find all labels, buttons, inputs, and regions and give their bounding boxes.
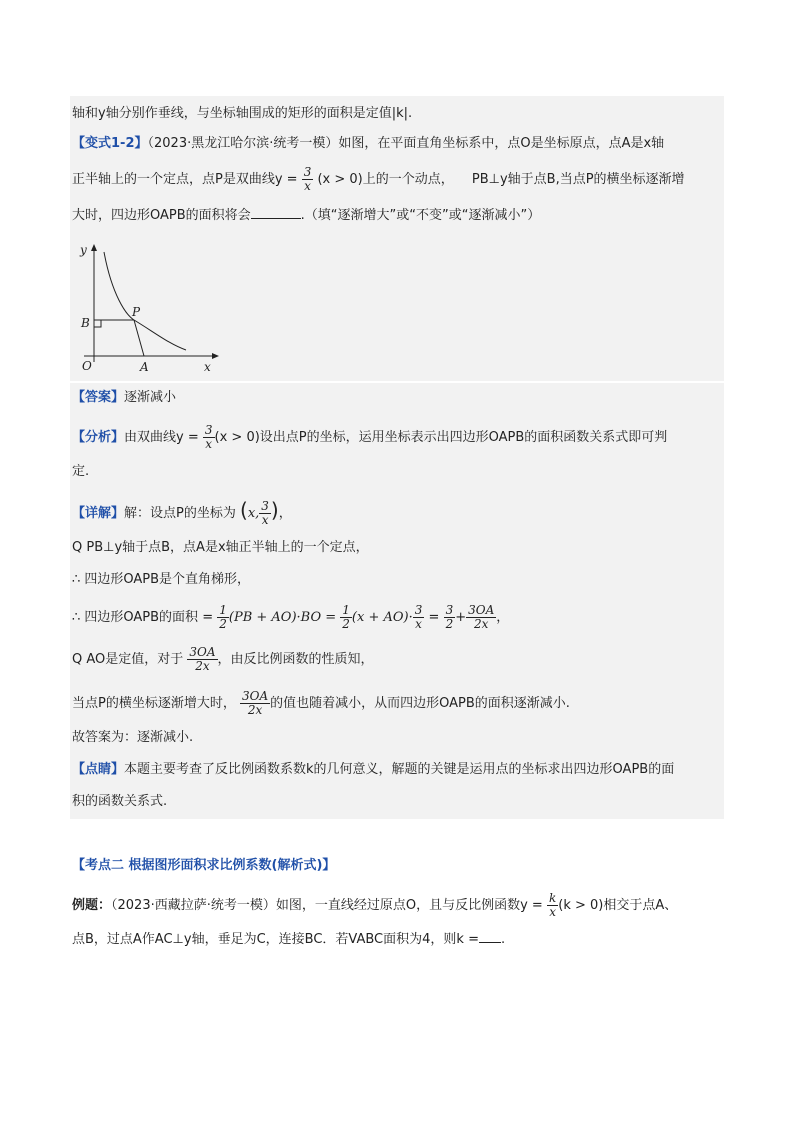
detail-line-6 bbox=[72, 690, 570, 717]
x-axis-arrow bbox=[212, 353, 219, 359]
fraction-denominator: x bbox=[205, 437, 213, 451]
fraction-3oa-2x bbox=[466, 604, 496, 631]
analysis-text-a: 由双曲线y = bbox=[124, 430, 199, 445]
example-tag: 例题： bbox=[72, 898, 112, 913]
variant-text-2c: PB⊥y轴于点B,当点P的横坐标逐渐增 bbox=[471, 172, 685, 187]
variant-text-3a: 大时，四边形OAPB的面积将会 bbox=[72, 208, 251, 223]
top-text: 轴和y轴分别作垂线，与坐标轴围成的矩形的面积是定值|k|. bbox=[72, 106, 413, 121]
section-heading-text: 【考点二 根据图形面积求比例系数(解析式)】 bbox=[72, 858, 336, 873]
variant-line-2 bbox=[72, 166, 685, 193]
example-line-2 bbox=[72, 930, 505, 950]
fraction-denominator: 2x bbox=[247, 703, 263, 717]
fraction-half-1 bbox=[217, 604, 229, 631]
label-o: O bbox=[82, 359, 92, 373]
fraction-three-over-x bbox=[413, 604, 425, 631]
label-a: A bbox=[140, 360, 149, 374]
variant-text-3b: .（填“逐渐增大”或“不变”或“逐渐减小”） bbox=[300, 208, 541, 223]
comment-line-2 bbox=[72, 792, 167, 812]
detail-text-4c: (x + AO)· bbox=[351, 610, 413, 625]
y-axis-arrow bbox=[91, 244, 97, 251]
detail-text-4a: ∴ 四边形OAPB的面积 = bbox=[72, 610, 214, 625]
answer-text: 逐渐减小 bbox=[124, 390, 177, 405]
comment-line-1 bbox=[72, 760, 674, 780]
paren-left: ( bbox=[240, 498, 248, 522]
fraction-numerator: 3 bbox=[303, 165, 312, 179]
fraction-denominator: 2x bbox=[195, 659, 210, 673]
variant-fraction bbox=[302, 166, 314, 193]
variant-line-1 bbox=[72, 134, 664, 154]
fraction-3oa-2x bbox=[187, 646, 217, 673]
fraction-numerator: 3 bbox=[261, 499, 269, 513]
detail-tag: 【详解】 bbox=[72, 506, 125, 521]
detail-text-1a: 解：设点P的坐标为 bbox=[124, 506, 236, 521]
fraction-denominator: 2x bbox=[473, 617, 489, 631]
coord-fraction bbox=[259, 500, 271, 527]
variant-tag: 【变式1-2】 bbox=[72, 136, 148, 151]
analysis-text-b: (x > 0)设出点P的坐标，运用坐标表示出四边形OAPB的面积函数关系式即可判 bbox=[214, 430, 668, 445]
fraction-denominator: x bbox=[304, 179, 311, 193]
answer-tag: 【答案】 bbox=[72, 390, 125, 405]
coord-x: x, bbox=[247, 506, 260, 521]
fraction-numerator: 1 bbox=[342, 603, 350, 617]
fraction-three-halves bbox=[444, 604, 456, 631]
example-answer-blank bbox=[479, 930, 501, 943]
example-text-2a: 点B，过点A作AC⊥y轴，垂足为C，连接BC．若VABC面积为4，则k = bbox=[72, 932, 479, 947]
detail-text-5a: Q AO是定值，对于 bbox=[72, 652, 184, 667]
variant-text-2a: 正半轴上的一个定点，点P是双曲线y = bbox=[72, 172, 298, 187]
detail-text-3: ∴ 四边形OAPB是个直角梯形， bbox=[72, 572, 251, 587]
label-p: P bbox=[132, 305, 141, 319]
analysis-line-1 bbox=[72, 424, 667, 451]
fraction-denominator: x bbox=[415, 617, 422, 631]
detail-text-4e: + bbox=[455, 610, 467, 625]
hyperbola-curve bbox=[104, 252, 186, 350]
analysis-tag: 【分析】 bbox=[72, 430, 125, 445]
fraction-denominator: x bbox=[549, 905, 556, 919]
detail-line-4 bbox=[72, 604, 509, 631]
answer-line bbox=[72, 388, 176, 408]
fraction-denominator: x bbox=[261, 513, 269, 527]
variant-text-1: （2023·黑龙江哈尔滨·统考一模）如图，在平面直角坐标系中，点O是坐标原点，点A是x轴 bbox=[147, 136, 665, 151]
fraction-numerator: 3OA bbox=[241, 689, 269, 703]
analysis-fraction bbox=[203, 424, 215, 451]
hyperbola-figure bbox=[74, 240, 224, 376]
analysis-text-c: 定. bbox=[72, 464, 90, 479]
detail-text-1b: ， bbox=[278, 506, 292, 521]
detail-text-4f: ， bbox=[496, 610, 510, 625]
fraction-numerator: 3OA bbox=[468, 603, 495, 617]
fraction-denominator: 2 bbox=[342, 617, 350, 631]
section-heading bbox=[72, 856, 335, 876]
detail-text-6b: 的值也随着减小，从而四边形OAPB的面积逐渐减小. bbox=[270, 696, 570, 711]
detail-line-5 bbox=[72, 646, 374, 673]
fraction-denominator: 2 bbox=[445, 617, 454, 631]
detail-line-3 bbox=[72, 570, 250, 590]
variant-text-2b: (x > 0)上的一个动点， bbox=[317, 172, 454, 187]
detail-line-1 bbox=[72, 500, 292, 527]
label-b: B bbox=[81, 316, 90, 330]
example-line-1 bbox=[72, 892, 677, 919]
detail-text-6a: 当点P的横坐标逐渐增大时， bbox=[72, 696, 236, 711]
label-x: x bbox=[204, 360, 211, 374]
example-fraction bbox=[547, 892, 558, 919]
comment-text-1: 本题主要考查了反比例函数系数k的几何意义，解题的关键是运用点的坐标求出四边形OAPB的面 bbox=[124, 762, 675, 777]
example-text-1b: (k > 0)相交于点A、 bbox=[558, 898, 678, 913]
detail-text-4b: (PB + AO)·BO = bbox=[228, 610, 337, 625]
analysis-line-2 bbox=[72, 462, 89, 482]
right-angle-mark bbox=[94, 320, 101, 327]
fraction-numerator: 3OA bbox=[189, 645, 216, 659]
fraction-numerator: k bbox=[548, 891, 557, 905]
fraction-denominator: 2 bbox=[219, 617, 227, 631]
paren-right: ) bbox=[270, 498, 279, 522]
fraction-half-2 bbox=[340, 604, 352, 631]
fraction-numerator: 1 bbox=[219, 603, 227, 617]
detail-text-7: 故答案为：逐渐减小. bbox=[72, 730, 194, 745]
fraction-numerator: 3 bbox=[204, 423, 213, 437]
fraction-3oa-2x bbox=[240, 690, 270, 717]
detail-text-5b: ，由反比例函数的性质知， bbox=[217, 652, 374, 667]
answer-blank bbox=[251, 206, 301, 219]
detail-line-2 bbox=[72, 538, 369, 558]
detail-text-4d: = bbox=[428, 610, 440, 625]
comment-text-2: 积的函数关系式. bbox=[72, 794, 168, 809]
detail-line-7 bbox=[72, 728, 193, 748]
example-text-2b: . bbox=[500, 932, 506, 947]
detail-text-2: Q PB⊥y轴于点B，点A是x轴正半轴上的一个定点， bbox=[72, 540, 369, 555]
fraction-numerator: 3 bbox=[445, 603, 454, 617]
top-line bbox=[72, 104, 412, 124]
label-y: y bbox=[80, 243, 87, 257]
variant-line-3 bbox=[72, 206, 540, 226]
fraction-numerator: 3 bbox=[414, 603, 423, 617]
example-text-1a: （2023·西藏拉萨·统考一模）如图，一直线经过原点O，且与反比例函数y = bbox=[111, 898, 543, 913]
comment-tag: 【点睛】 bbox=[72, 762, 125, 777]
